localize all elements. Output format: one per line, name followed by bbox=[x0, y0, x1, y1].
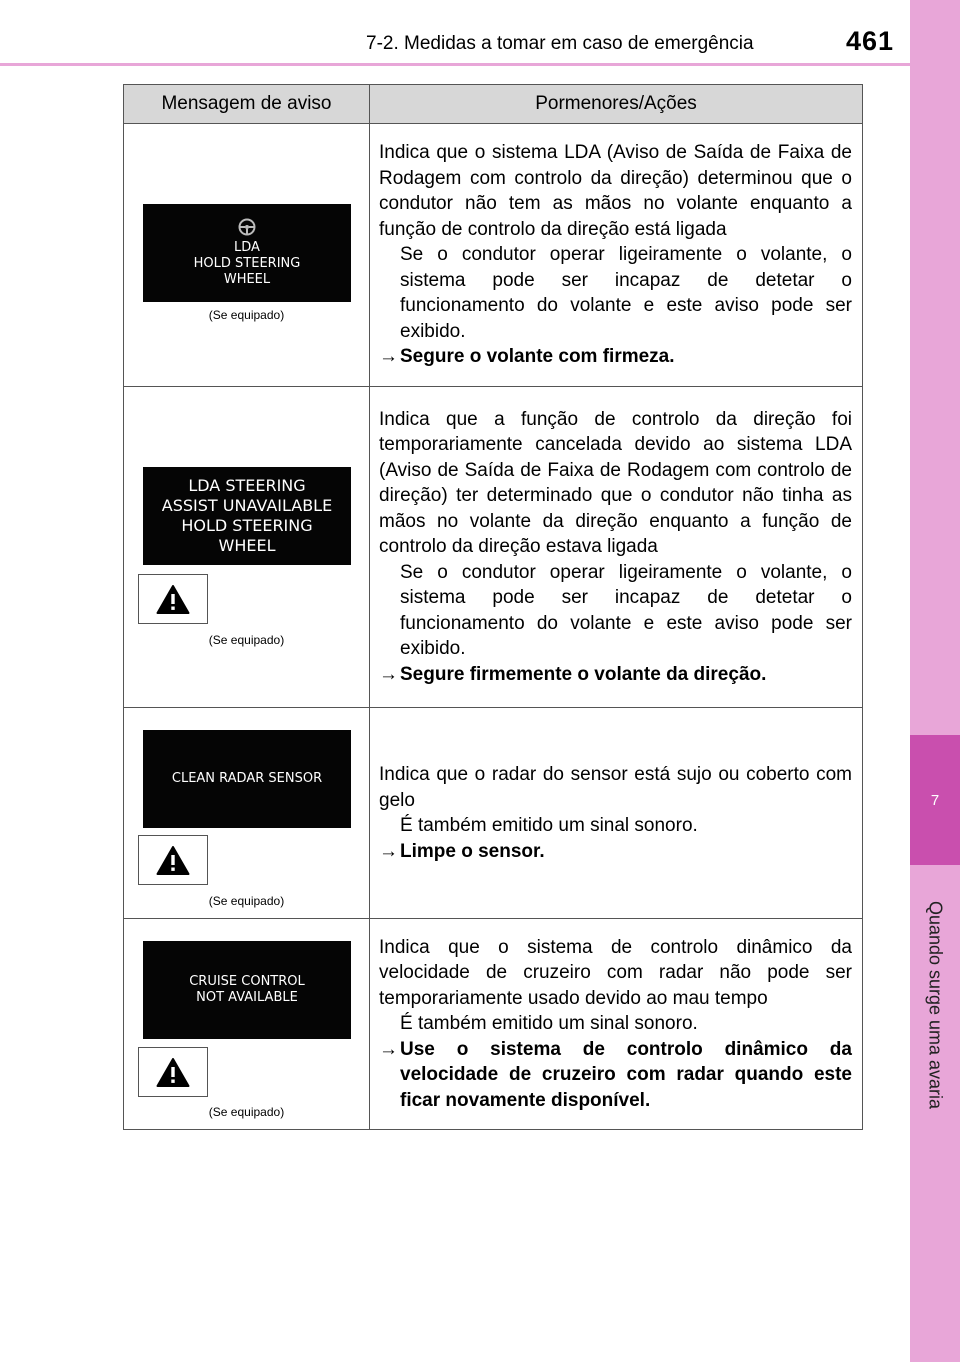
message-cell bbox=[124, 387, 370, 708]
display-screen bbox=[143, 467, 351, 565]
action-text: Segure o volante com firmeza. bbox=[400, 346, 675, 368]
col-header-message: Mensagem de aviso bbox=[124, 85, 370, 124]
action-text: Limpe o sensor. bbox=[400, 840, 545, 862]
message-cell bbox=[124, 919, 370, 1130]
steering-wheel-icon bbox=[234, 218, 260, 236]
warning-triangle-icon bbox=[156, 845, 190, 876]
display-text: LDA STEERING ASSIST UNAVAILABLE HOLD STEERING WHEEL bbox=[161, 476, 333, 555]
note-text: Se o condutor operar ligeiramente o volante, o sistema pode ser incapaz de detetar o funcionamento do volante e este aviso pode ser exibido. bbox=[400, 244, 852, 342]
details-cell bbox=[370, 919, 863, 1130]
note-text: Se o condutor operar ligeiramente o volante, o sistema pode ser incapaz de detetar o funcionamento do volante e este aviso pode ser exibido. bbox=[400, 561, 852, 660]
note-text: É também emitido um sinal sonoro. bbox=[400, 1013, 698, 1035]
table-row bbox=[124, 124, 863, 387]
action-text: Segure firmemente o volante da direção. bbox=[400, 663, 767, 685]
arrow-icon: → bbox=[379, 840, 398, 862]
message-cell bbox=[124, 124, 370, 387]
message-cell bbox=[124, 708, 370, 919]
warning-triangle-icon bbox=[156, 1057, 190, 1088]
arrow-icon: → bbox=[379, 663, 398, 685]
chapter-title: Quando surge uma avaria bbox=[925, 900, 946, 1110]
action-line bbox=[379, 344, 852, 370]
warning-symbol bbox=[138, 835, 208, 885]
equipped-note: (Se equipado) bbox=[208, 308, 285, 322]
warning-message-table bbox=[123, 84, 863, 1130]
display-screen bbox=[143, 204, 351, 302]
details-cell bbox=[370, 708, 863, 919]
details-cell bbox=[370, 124, 863, 387]
note-text: É também emitido um sinal sonoro. bbox=[400, 815, 698, 836]
table-row bbox=[124, 387, 863, 708]
warning-symbol bbox=[138, 1047, 208, 1097]
table-header-row bbox=[124, 85, 863, 124]
description-text: Indica que o sistema de controlo dinâmico da velocidade de cruzeiro com radar não pode ser temporariamente usado devido ao mau tempo bbox=[379, 936, 852, 1009]
action-text: Use o sistema de controlo dinâmico da velocidade de cruzeiro com radar quando este ficar novamente disponível. bbox=[400, 1038, 852, 1111]
display-text: LDA HOLD STEERING WHEEL bbox=[193, 239, 301, 288]
action-line bbox=[379, 1037, 852, 1114]
col-header-details: Pormenores/Ações bbox=[370, 85, 863, 124]
chapter-number: 7 bbox=[910, 735, 960, 865]
table-row bbox=[124, 919, 863, 1130]
table-row bbox=[124, 708, 863, 919]
display-text: CLEAN RADAR SENSOR bbox=[171, 770, 323, 786]
description-text: Indica que o sistema LDA (Aviso de Saída de Faixa de Rodagem com controlo da direção) determinou que o condutor não tem as mãos no volante enquanto a função de controlo da direção está ligada bbox=[379, 142, 852, 240]
description-text: Indica que a função de controlo da direção foi temporariamente cancelada devido ao sistema LDA (Aviso de Saída de Faixa de Rodagem com controlo de direção) ter determinado que o condutor não tinha as mãos no volante da direção enquanto a função de controlo da direção estava ligada bbox=[379, 408, 852, 558]
action-line bbox=[379, 662, 852, 688]
action-line bbox=[379, 839, 852, 865]
display-screen bbox=[143, 730, 351, 828]
description-text: Indica que o radar do sensor está sujo ou coberto com gelo bbox=[379, 764, 852, 811]
equipped-note: (Se equipado) bbox=[208, 633, 285, 647]
arrow-icon: → bbox=[379, 346, 398, 368]
arrow-icon: → bbox=[379, 1038, 398, 1060]
page-number: 461 bbox=[846, 26, 895, 56]
display-text: CRUISE CONTROL NOT AVAILABLE bbox=[189, 973, 305, 1005]
details-cell bbox=[370, 387, 863, 708]
header-rule bbox=[0, 63, 910, 66]
warning-symbol bbox=[138, 574, 208, 624]
warning-triangle-icon bbox=[156, 584, 190, 615]
display-screen bbox=[143, 941, 351, 1039]
equipped-note: (Se equipado) bbox=[208, 1105, 285, 1119]
section-title: 7-2. Medidas a tomar em caso de emergência bbox=[366, 33, 754, 54]
equipped-note: (Se equipado) bbox=[208, 894, 285, 908]
chapter-side-tab bbox=[910, 0, 960, 1362]
